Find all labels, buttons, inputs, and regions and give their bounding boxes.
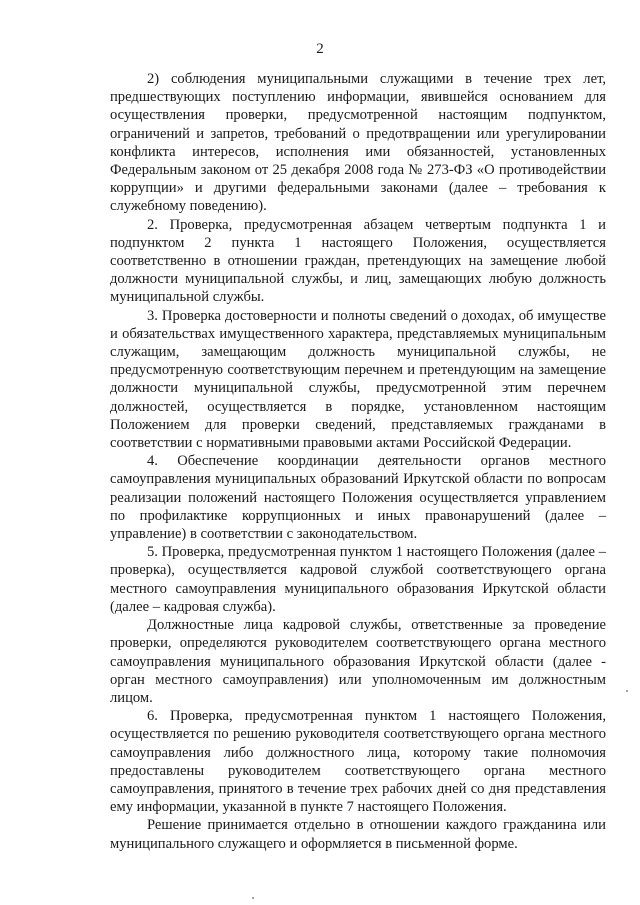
scan-speck [626,690,628,692]
paragraph-point-6: 6. Проверка, предусмотренная пунктом 1 настоящего Положения, осуществляется по решению руководителя соответствующего органа местного самоуправления либо должностного лица, которому такие полномочия предоставлены руководителем соответствующего органа местного самоуправления, принятого в течение трех рабочих дней со дня представления ему информации, указанной в пункте 7 настоящего Положения. [110,708,606,816]
paragraph-point-4: 4. Обеспечение координации деятельности органов местного самоуправления муниципальных образований Иркутской области по вопросам реализации положений настоящего Положения осуществляется управлением по профилактике коррупционных и иных правонарушений (далее – управление) в соответствии с законодательством. [110,453,606,543]
scan-speck [252,897,254,899]
paragraph-subpoint-2: 2) соблюдения муниципальными служащими в течение трех лет, предшествующих поступлению информации, явившейся основанием для осуществления проверки, предусмотренной настоящим подпунктом, ограничений и запретов, требований о предотвращении или урегулировании конфликта интересов, исполнения ими обязанностей, установленных Федеральным законом от 25 декабря 2008 года № 273-ФЗ «О противодействии коррупции» и другими федеральными законами (далее – требования к служебному поведению). [110,71,606,215]
paragraph-point-3: 3. Проверка достоверности и полноты сведений о доходах, об имуществе и обязательствах имущественного характера, представляемых муниципальным служащим, замещающим должность муниципальной службы, не предусмотренную соответствующим перечнем и претендующим на замещение должности муниципальной службы, предусмотренной этим перечнем должностей, осуществляется в порядке, установленном настоящим Положением для проверки сведений, представляемых гражданами в соответствии с нормативными правовыми актами Российской Федерации. [110,307,606,452]
paragraph-point-5: 5. Проверка, предусмотренная пунктом 1 настоящего Положения (далее – проверка), осуществляется кадровой службой соответствующего органа местного самоуправления муниципального образования Иркутской области (далее – кадровая служба). [110,544,606,615]
page-number: 2 [316,41,324,57]
paragraph-point-2: 2. Проверка, предусмотренная абзацем четвертым подпункта 1 и подпунктом 2 пункта 1 настоящего Положения, осуществляется соответственно в отношении граждан, претендующих на замещение любой должности муниципальной службы, и лиц, замещающих любую должность муниципальной службы. [110,216,606,306]
paragraph-decision: Решение принимается отдельно в отношении каждого гражданина или муниципального служащего и оформляется в письменной форме. [110,817,606,852]
document-body [110,70,606,853]
paragraph-officials: Должностные лица кадровой службы, ответственные за проведение проверки, определяются руководителем соответствующего органа местного самоуправления муниципального образования Иркутской области (далее - орган местного самоуправления) или уполномоченным им должностным лицом. [110,617,606,706]
